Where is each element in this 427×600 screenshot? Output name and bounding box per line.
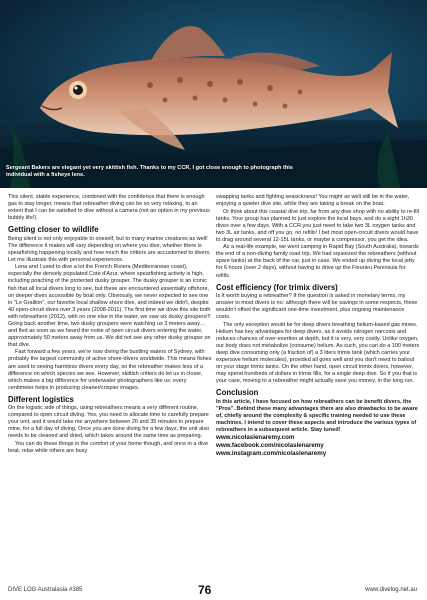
left-column [8,194,212,579]
page-footer [0,583,427,597]
social-link[interactable]: www.instagram.com/nicolaslenaremy [216,450,327,458]
body-paragraph: You can do these things in the comfort of your home though, and once in a dive boat, relax while others are busy [8,440,209,454]
body-paragraph: Is it worth buying a rebreather? If the question is asked in monetary terms, my answer to most divers is no: although there will be savings in some respects, these wouldn't offset the significant one-time investment, plus ongoing maintenance costs. [216,293,418,321]
section-heading: Different logistics [8,394,74,404]
page-number: 76 [198,583,212,597]
photo-caption: Sergeant Bakers are elegant yet very skittish fish. Thanks to my CCR, I got close enough to photograph this individual with a fisheye lens. [6,165,293,178]
body-paragraph: Lena and I used to dive a lot the French Riviera (Mediterranean coast), especially the densely populated Cote d'Azur, where spearfishing activity is high, including poaching of the protected dusky grouper. The dusky grouper is an iconic fish that all local divers long to see, but these are encountered essentially offshore, on deeper dives accessible by boat only. Obviously, we never expected to see one in "Le Graillon", our favorite local shallow shore dive, and indeed we didn't, despite 40 open-circuit dives over 3 years (2008-2011). The first time we dove this site both with rebreathers (2012), with no one else in the water, we saw six dusky groupers!!! Going back another time, two dusky groupers were watching us 3 meters away… and fled as soon as we heard the noise of open circuit divers entering the water, approximately 50 meters away from us. We did not see any other dusky grouper on that dive. [8,264,211,348]
website-link[interactable]: www.divelog.net.au [365,587,417,593]
social-link[interactable]: www.facebook.com/nicolaslenaremy [216,442,324,450]
body-paragraph: As a real-life example, we went camping in Rapid Bay (South Australia), towards the end of a non-diving family road trip. We had squeezed the rebreathers (without spare tanks) at the back of the car, just in case. We ended up diving the local jetty for 6 hours (over 2 days), without having to drive up the Fleurieu Peninsula for refills. [216,244,419,279]
body-paragraph: Being silent is not only enjoyable to oneself, but to many marine creatures as well! The difference it makes will vary depending on where you dive, whether there is spearfishing happening locally and how much the critters are accustomed to divers. Let me illustrate this with personal experiences. [8,235,211,263]
social-link[interactable]: www.nicolaslenaremy.com [216,434,295,442]
magazine-issue: DIVE LOG Australasia #385 [8,587,83,593]
body-paragraph: swapping tanks and fighting seasickness! You might as well still be in the water, enjoying a quieter dive site, while they are taking a break on the boat. [216,194,410,208]
body-paragraph: The only exception would be for deep divers breathing helium-based gas mixes. Helium has key advantages for deep divers, as it avoids nitrogen narcosis and reduces chances of over-exertion at depth, but it is very, very costly. Unlike oxygen, our body does not metabolize (consume) helium. As such, you can do a 100 meters deep dive consuming only (a fraction of) a 3 liters trimix tank (which carries your expensive helium molecules), provided all goes well and you don't need to bailout on your stage trimix tanks. On the other hand, open circuit trimix divers, however, may spend hundreds of dollars in trimix fills, for a single deep dive. So if you that is your case, moving to a rebreather might actually save you money, in the long run. [216,321,420,385]
body-paragraph: Or think about this coastal dive trip, far from any dive shop with no ability to re-fill tanks. Your group has planned to just explore the local bays, and do a eight 1h30 dives over a few days. With a CCR you just need to take two 3L oxygen tanks and two 3L air tanks, and off you go, no refills! I bet most open-circuit divers would have to drag around several 12-15L tanks, or maybe a compressor, you get the idea. [216,208,419,243]
body-paragraph: This silent, stable experience, combined with the confidence that there is enough gas to stay longer, means that rebreather diving can be so very relaxing, to an extent that I can be satisfied to dive without a camera (not an option in my previous bubbly life!). [8,194,210,222]
body-paragraph: Fast forward a few years, we're now diving the bustling waters of Sydney, with probably the largest community of active shore-divers worldwide. This means fishes are used to seeing harmless divers every day, so the rebreather makes less of a difference on which species we see. However, skittish critters do let us in closer, which makes a big difference for underwater photographers like us: every centimeter helps in producing cleaner/crispier images. [8,349,212,391]
right-column [216,194,420,579]
sergeant-baker-fish-image [0,0,427,188]
conclusion-paragraph: In this article, I have focused on how rebreathers can be benefit divers, the "Pros". Behind these many advantages there are also drawbacks to be aware of, chiefly around the complexity & specific training needed to use these machines. I intend to cover these aspects and introduce the various types of rebreathers in a subsequent article. Stay tuned! [216,398,418,433]
section-heading: Cost efficiency (for trimix divers) [216,282,338,292]
section-heading: Getting closer to wildlife [8,225,99,235]
hero-photo [0,0,427,188]
section-heading: Conclusion [216,388,259,398]
body-paragraph: On the logistic side of things, using rebreathers means a very different routine, compared to open circuit diving. Yes, you need to allocate time to carefully prepare your unit, and it would take me anywhere between 20 and 35 minutes to prepare mine, for a full day of diving. Once you are done diving for a few days, the unit also needs to be cleaned and dried, which takes around the same time as preparing. [8,405,210,440]
